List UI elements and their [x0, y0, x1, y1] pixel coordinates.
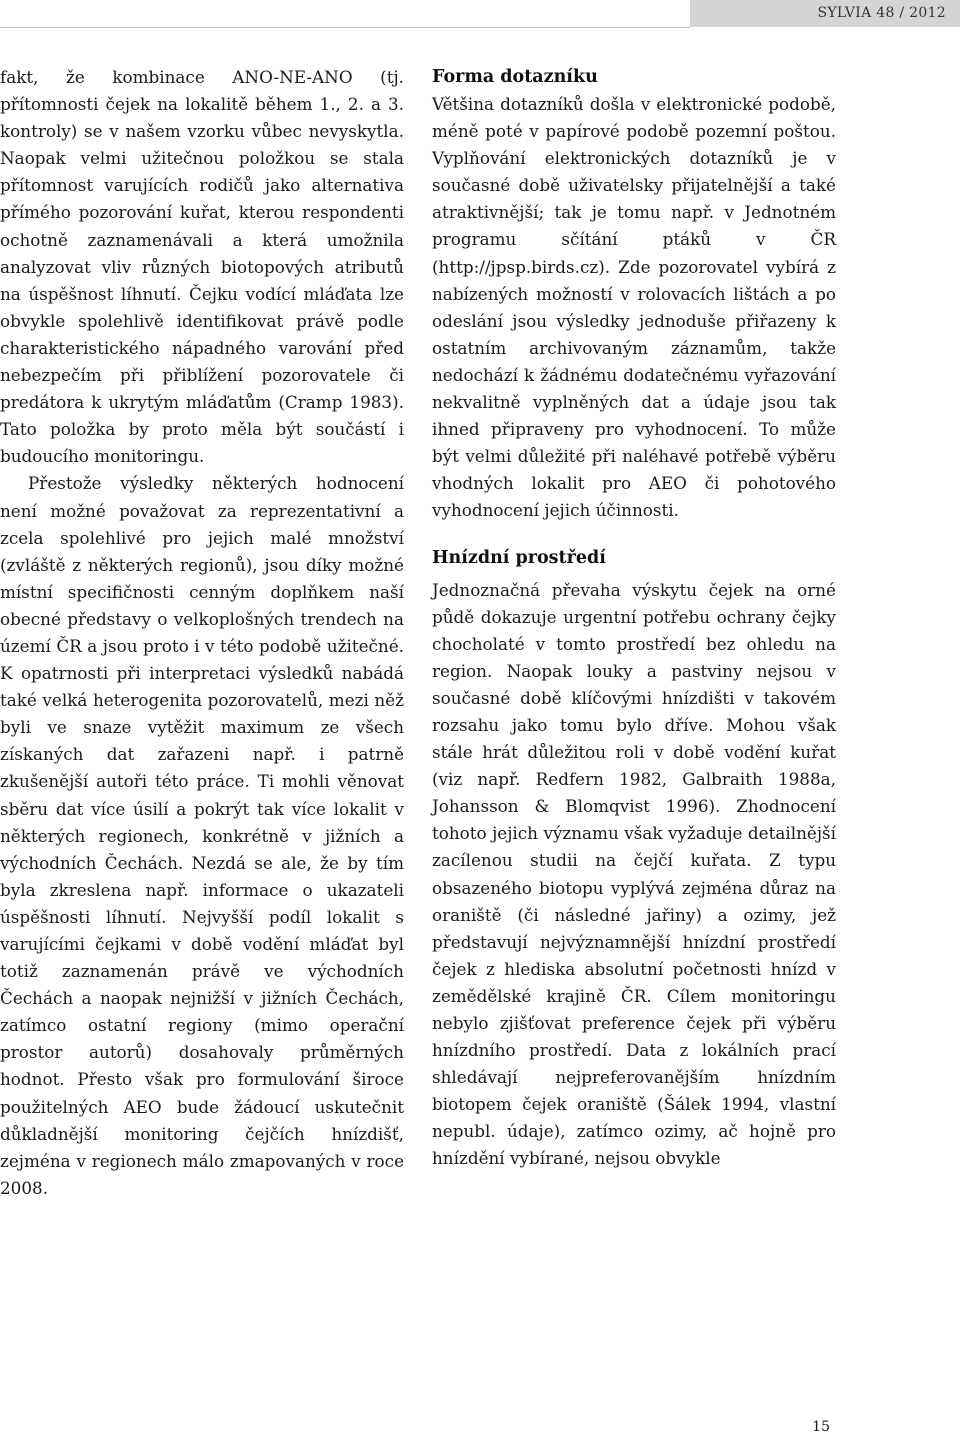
journal-header: SYLVIA 48 / 2012: [690, 0, 960, 27]
header-rule: [0, 27, 690, 28]
right-column: [432, 64, 836, 1173]
section-heading-forma-dotazniku: Forma dotazníku: [432, 67, 598, 87]
body-paragraph: Většina dotazníků došla v elektronické podobě, méně poté v papírové podobě pozemní poštou. Vyplňování elektronických dotazníků je v současné době uživatelsky přijatelnější a také atraktivnější; tak je tomu např. v Jednotném programu sčítání ptáků v ČR (http://jpsp.birds.cz). Zde pozorovatel vybírá z nabízených možností v rolovacích lištách a po odeslání jsou výsledky jednoduše přiřazeny k ostatním archivovaným záznamům, takže nedochází k žádnému dodatečnému vyřazování nekvalitně vyplněných dat a údaje jsou tak ihned připraveny pro vyhodnocení. To může být velmi důležité při naléhavé potřebě výběru vhodných lokalit pro AEO či pohotového vyhodnocení jejich účinnosti.: [432, 94, 836, 521]
body-paragraph: Jednoznačná převaha výskytu čejek na orné půdě dokazuje urgentní potřebu ochrany čejky chocholaté v tomto prostředí bez ohledu na region. Naopak louky a pastviny nejsou v současné době klíčovými hnízdišti v takovém rozsahu jako tomu bylo dříve. Mohou však stále hrát důležitou roli v době vodění kuřat (viz např. Redfern 1982, Galbraith 1988a, Johansson & Blomqvist 1996). Zhodnocení tohoto jejich významu však vyžaduje detailnější zacílenou studii na čejčí kuřata. Z typu obsazeného biotopu vyplývá zejména důraz na oraniště (či následné jařiny) a ozimy, jež představují nejvýznamnější hnízdní prostředí čejek z hlediska absolutní početnosti hnízd v zemědělské krajině ČR. Cílem monitoringu nebylo zjišťovat preference čejek při výběru hnízdního prostředí. Data z lokálních prací shledávají nejpreferovanějším hnízdním biotopem čejek oraniště (Šálek 1994, vlastní nepubl. údaje), zatímco ozimy, ač hojně pro hnízdění vybírané, nejsou obvykle: [432, 579, 836, 1169]
page-number: 15: [812, 1419, 830, 1435]
section-heading-hnizdni-prostredi: Hnízdní prostředí: [432, 547, 606, 568]
left-column: [0, 64, 404, 1202]
body-paragraph: fakt, že kombinace ANO-NE-ANO (tj. přítomnosti čejek na lokalitě během 1., 2. a 3. kontroly) se v našem vzorku vůbec nevyskytla. Naopak velmi užitečnou položkou se stala přítomnost varujících rodičů jako alternativa přímého pozorování kuřat, kterou respondenti ochotně zaznamenávali a která umožnila analyzovat vliv různých biotopových atributů na úspěšnost líhnutí. Čejku vodící mláďata lze obvykle spolehlivě identifikovat právě podle charakteristického nápadného varování před nebezpečím při přiblížení pozorovatele či predátora k ukrytým mláďatům (Cramp 1983). Tato položka by proto měla být součástí i budoucího monitoringu.: [0, 67, 404, 467]
body-paragraph: Přestože výsledky některých hodnocení není možné považovat za reprezentativní a zcela spolehlivé pro jejich malé množství (zvláště z některých regionů), jsou díky možné místní specifičnosti cenným doplňkem naší obecné představy o velkoplošných trendech na území ČR a jsou proto i v této podobě užitečné. K opatrnosti při interpretaci výsledků nabádá také velká heterogenita pozorovatelů, mezi něž byli ve snaze vytěžit maximum ze všech získaných dat zařazeni např. i patrně zkušenější autoři této práce. Ti mohli věnovat sběru dat více úsilí a pokrýt tak více lokalit v některých regionech, konkrétně v jižních a východních Čechách. Nezdá se ale, že by tím byla zkreslena např. informace o ukazateli úspěšnosti líhnutí. Nejvyšší podíl lokalit s varujícími čejkami v době vodění mláďat byl totiž zaznamenán právě ve východních Čechách a naopak nejnižší v jižních Čechách, zatímco ostatní regiony (mimo operační prostor autorů) dosahovaly průměrných hodnot. Přesto však pro formulování široce použitelných AEO bude žádoucí uskutečnit důkladnější monitoring čejčích hnízdišť, zejména v regionech málo zmapovaných v roce 2008.: [0, 473, 404, 1198]
